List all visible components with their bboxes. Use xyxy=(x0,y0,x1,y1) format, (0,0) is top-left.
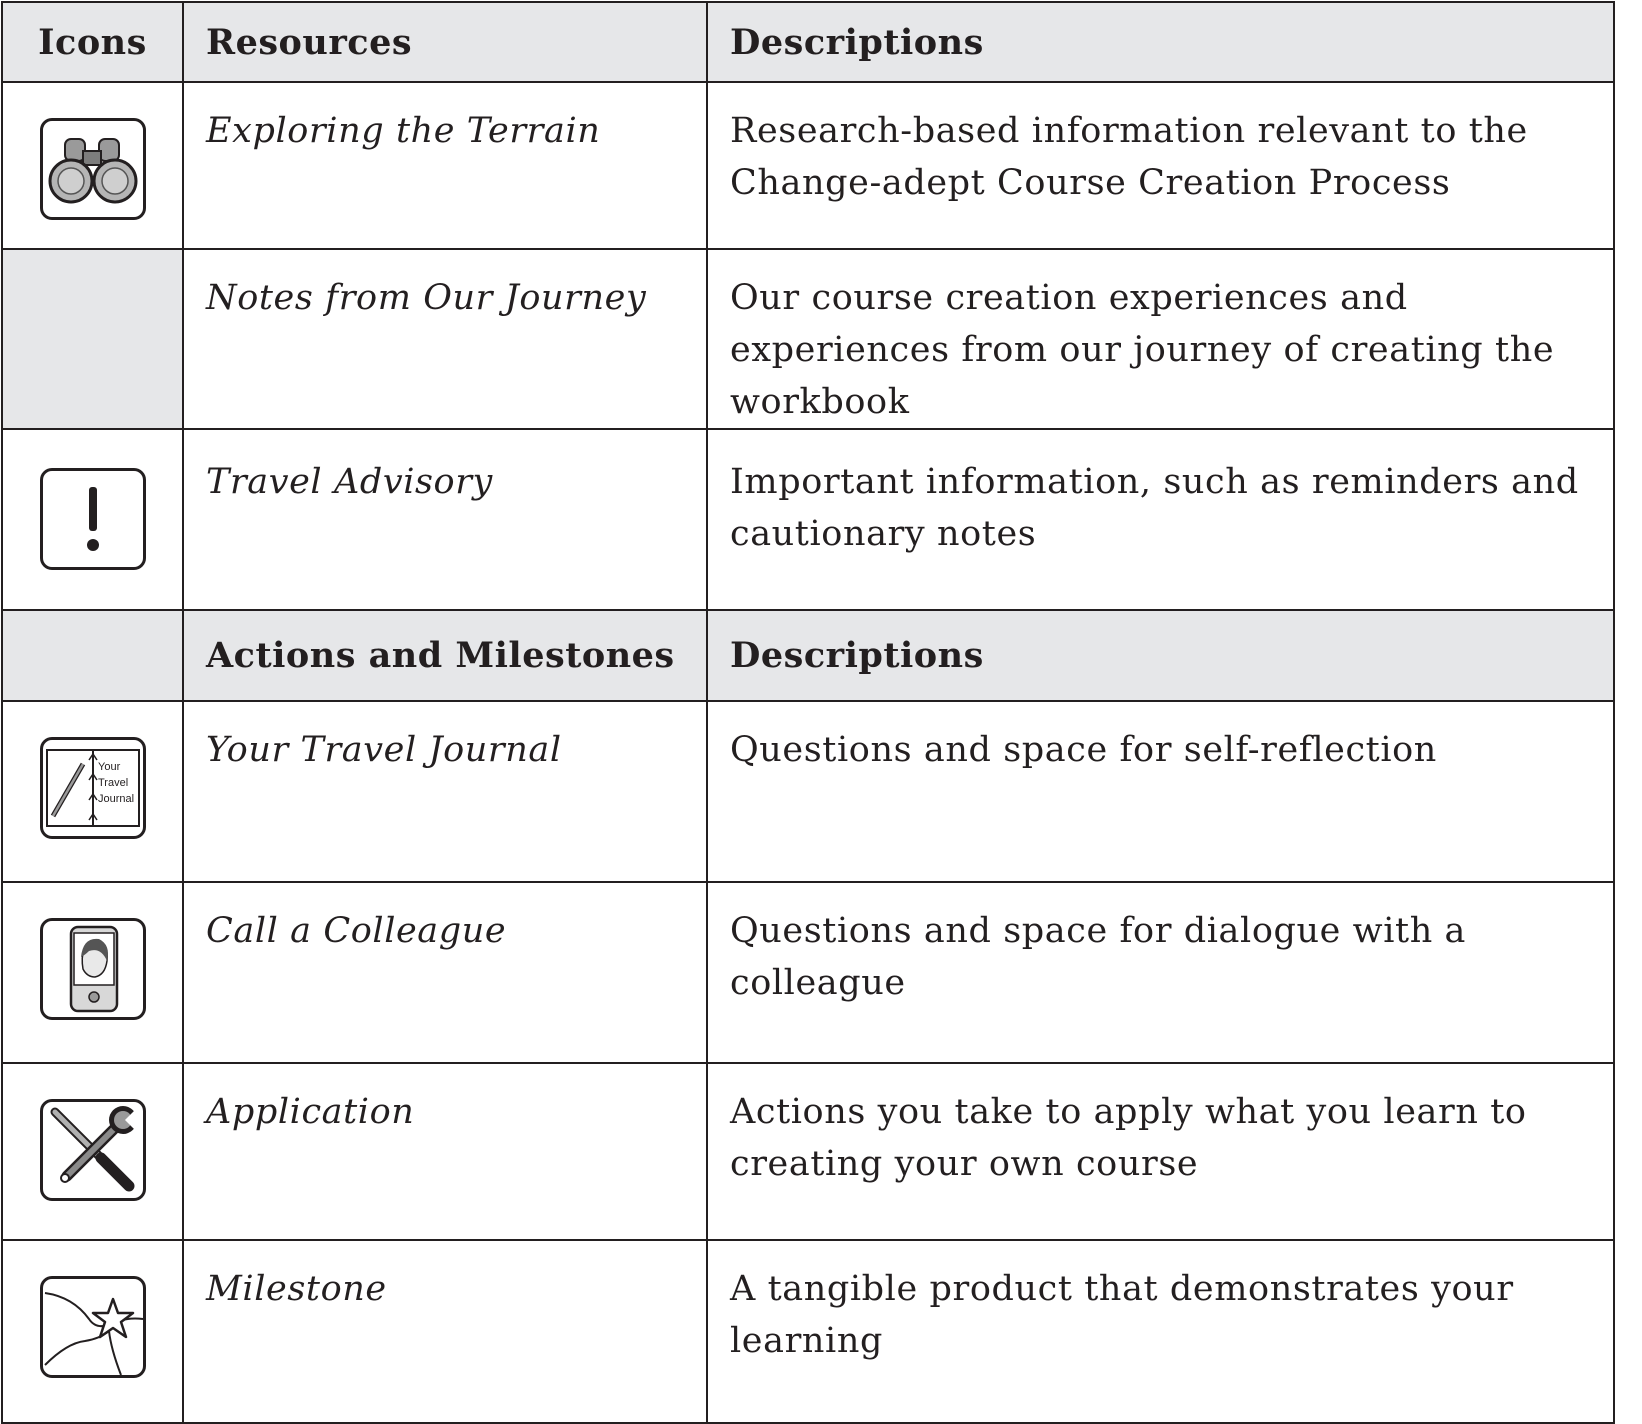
tools-icon xyxy=(40,1099,146,1201)
table-row xyxy=(2,701,1614,882)
resource-description-cell xyxy=(707,82,1614,249)
action-description: Questions and space for self-reflection xyxy=(730,730,1437,770)
exclamation-icon xyxy=(40,468,146,570)
table-row xyxy=(2,882,1614,1063)
action-description-cell xyxy=(707,1063,1614,1240)
header-descriptions-label: Descriptions xyxy=(730,21,984,63)
travel-journal-icon xyxy=(40,737,146,839)
icon-cell xyxy=(2,429,183,610)
map-star-icon xyxy=(40,1276,146,1378)
journal-icon-text-3: Journal xyxy=(97,793,134,805)
header-resources-label: Resources xyxy=(206,21,413,63)
phone-icon xyxy=(40,918,146,1020)
action-description-cell xyxy=(707,882,1614,1063)
table-row xyxy=(2,429,1614,610)
action-name: Milestone xyxy=(206,1269,387,1309)
subheader-empty xyxy=(2,610,183,701)
journal-icon-text-2: Travel xyxy=(97,777,128,789)
subheader-actions xyxy=(183,610,707,701)
action-name-cell xyxy=(183,1063,707,1240)
action-name-cell xyxy=(183,701,707,882)
table-row xyxy=(2,1063,1614,1240)
resource-name: Exploring the Terrain xyxy=(206,111,601,151)
subheader-actions-label: Actions and Milestones xyxy=(206,635,675,676)
subheader-row xyxy=(2,610,1614,701)
icon-cell xyxy=(2,1240,183,1423)
action-description: A tangible product that demonstrates your learning xyxy=(730,1269,1514,1361)
action-name-cell xyxy=(183,1240,707,1423)
action-name: Call a Colleague xyxy=(206,911,507,951)
empty-icon-cell xyxy=(2,249,183,429)
subheader-descriptions xyxy=(707,610,1614,701)
action-description: Questions and space for dialogue with a colleague xyxy=(730,911,1467,1003)
action-description: Actions you take to apply what you learn to creating your own course xyxy=(730,1092,1527,1184)
header-resources xyxy=(183,2,707,82)
resource-description: Important information, such as reminders and cautionary notes xyxy=(730,462,1579,554)
resource-name: Travel Advisory xyxy=(206,462,493,502)
resource-name-cell xyxy=(183,429,707,610)
action-name: Application xyxy=(206,1092,415,1132)
resource-name-cell xyxy=(183,82,707,249)
action-name-cell xyxy=(183,882,707,1063)
header-descriptions xyxy=(707,2,1614,82)
resource-description: Research-based information relevant to the Change-adept Course Creation Process xyxy=(730,111,1528,203)
icon-cell xyxy=(2,82,183,249)
resource-name: Notes from Our Journey xyxy=(206,278,647,318)
table-row xyxy=(2,1240,1614,1423)
header-row xyxy=(2,2,1614,82)
action-description-cell xyxy=(707,1240,1614,1423)
icon-cell xyxy=(2,1063,183,1240)
action-description-cell xyxy=(707,701,1614,882)
header-icons-label: Icons xyxy=(38,21,147,63)
subheader-descriptions-label: Descriptions xyxy=(730,635,984,676)
journal-icon-text-1: Your xyxy=(97,761,120,773)
binoculars-icon xyxy=(40,118,146,220)
table-row xyxy=(2,249,1614,429)
header-icons xyxy=(2,2,183,82)
resource-description: Our course creation experiences and experiences from our journey of creating the workbook xyxy=(730,278,1555,422)
icon-cell xyxy=(2,882,183,1063)
resource-name-cell xyxy=(183,249,707,429)
resource-description-cell xyxy=(707,429,1614,610)
table-row xyxy=(2,82,1614,249)
legend-table xyxy=(1,1,1615,1424)
resource-description-cell xyxy=(707,249,1614,429)
icon-cell xyxy=(2,701,183,882)
action-name: Your Travel Journal xyxy=(206,730,562,770)
